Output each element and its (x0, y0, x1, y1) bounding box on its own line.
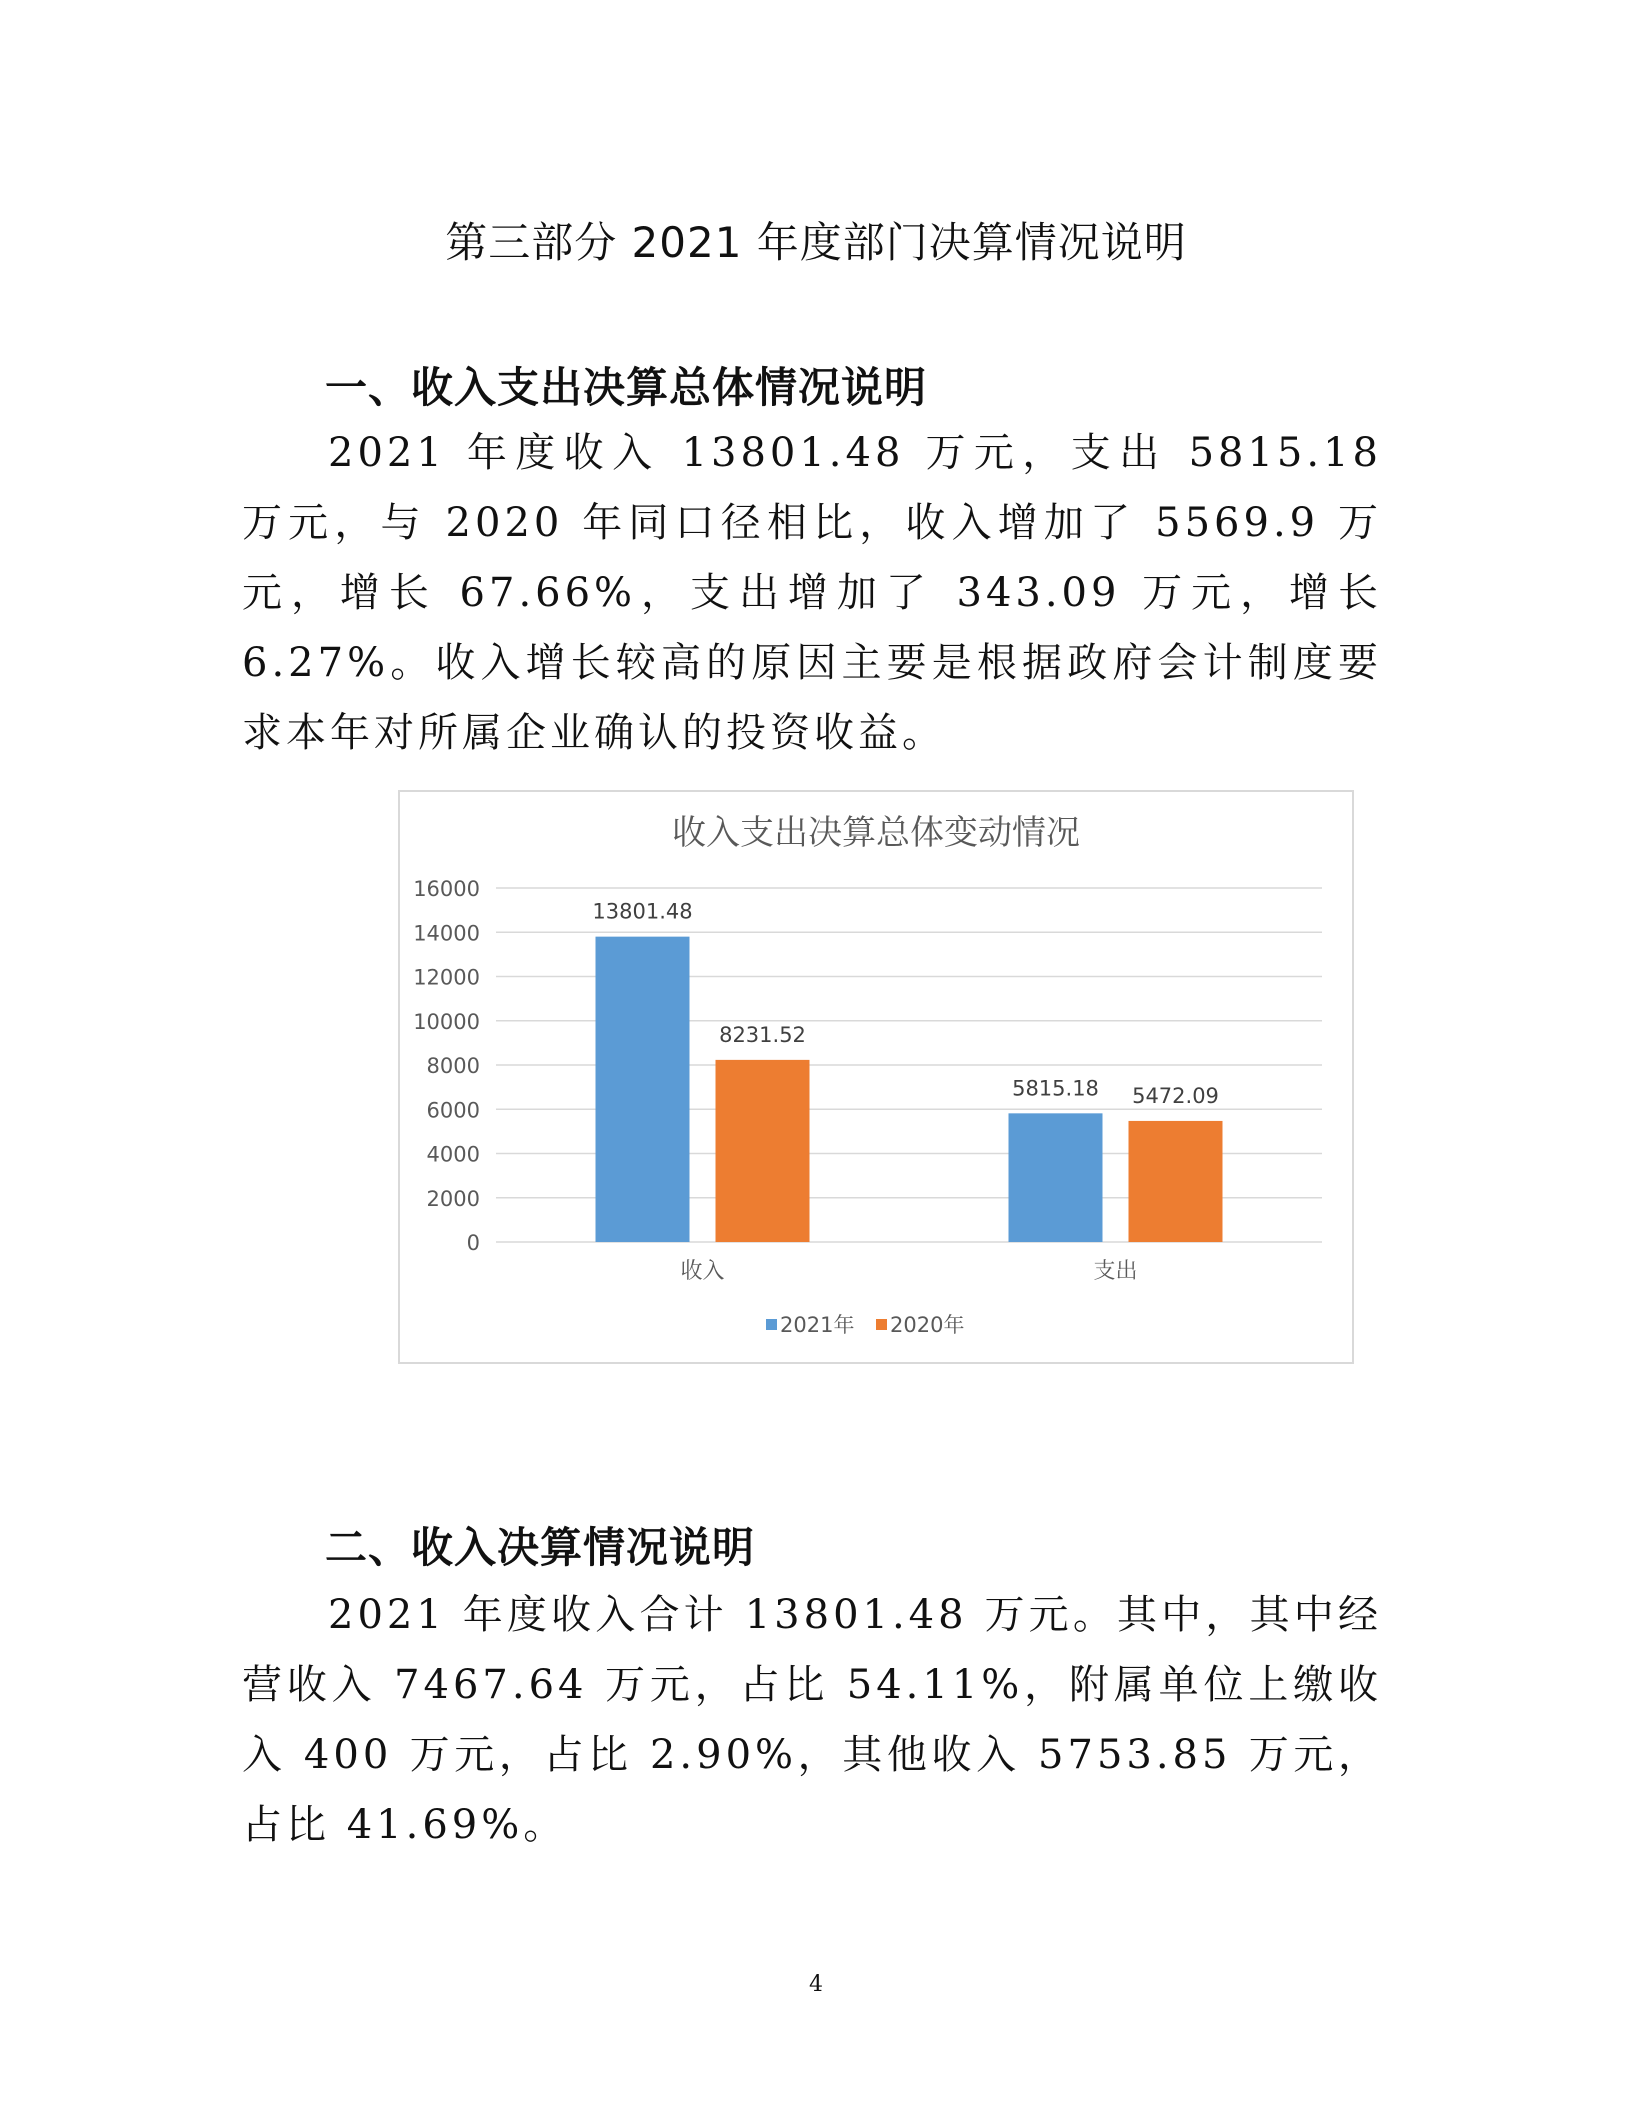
income-expense-chart (398, 790, 1354, 1364)
bar-2021年-收入 (596, 937, 690, 1242)
y-tick-label: 2000 (426, 1186, 480, 1211)
page-number: 4 (809, 1972, 823, 1997)
chart-canvas (400, 792, 1352, 1362)
y-tick-label: 6000 (426, 1098, 480, 1123)
legend-swatch (876, 1319, 887, 1330)
data-label: 5815.18 (1012, 1076, 1099, 1101)
data-label: 8231.52 (719, 1022, 806, 1047)
data-label: 5472.09 (1132, 1083, 1219, 1108)
section1-heading: 一、收入支出决算总体情况说明 (325, 363, 928, 412)
legend-label: 2020年 (890, 1313, 965, 1337)
bar-2020年-收入 (716, 1060, 810, 1242)
page-title: 第三部分 2021 年度部门决算情况说明 (445, 218, 1187, 267)
section2-paragraph: 2021 年度收入合计 13801.48 万元。其中，其中经营收入 7467.64 万元，占比 54.11%，附属单位上缴收入 400 万元，占比 2.90%，其他收入 5753.85 万元，占比 41.69%。 (242, 1592, 1382, 1848)
x-category-label: 收入 (680, 1259, 725, 1284)
x-category-label: 支出 (1093, 1259, 1138, 1284)
y-tick-label: 16000 (413, 877, 480, 901)
bar-2021年-支出 (1009, 1113, 1103, 1242)
y-tick-label: 4000 (426, 1142, 480, 1167)
legend-swatch (766, 1319, 777, 1330)
y-tick-label: 0 (466, 1231, 480, 1255)
chart-title: 收入支出决算总体变动情况 (672, 813, 1080, 853)
data-label: 13801.48 (592, 899, 693, 924)
y-tick-label: 12000 (413, 965, 480, 990)
y-tick-label: 14000 (413, 921, 480, 946)
section2-heading: 二、收入决算情况说明 (325, 1523, 756, 1572)
y-tick-label: 8000 (426, 1054, 480, 1078)
legend-label: 2021年 (780, 1313, 855, 1337)
y-tick-label: 10000 (413, 1009, 480, 1034)
section1-paragraph: 2021 年度收入 13801.48 万元，支出 5815.18 万元，与 2020 年同口径相比，收入增加了 5569.9 万元，增长 67.66%，支出增加了 343.09 万元，增长 6.27%。收入增长较高的原因主要是根据政府会计制度要求本年对所属企业确认的投资收益。 (242, 430, 1382, 756)
bar-2020年-支出 (1129, 1121, 1223, 1242)
